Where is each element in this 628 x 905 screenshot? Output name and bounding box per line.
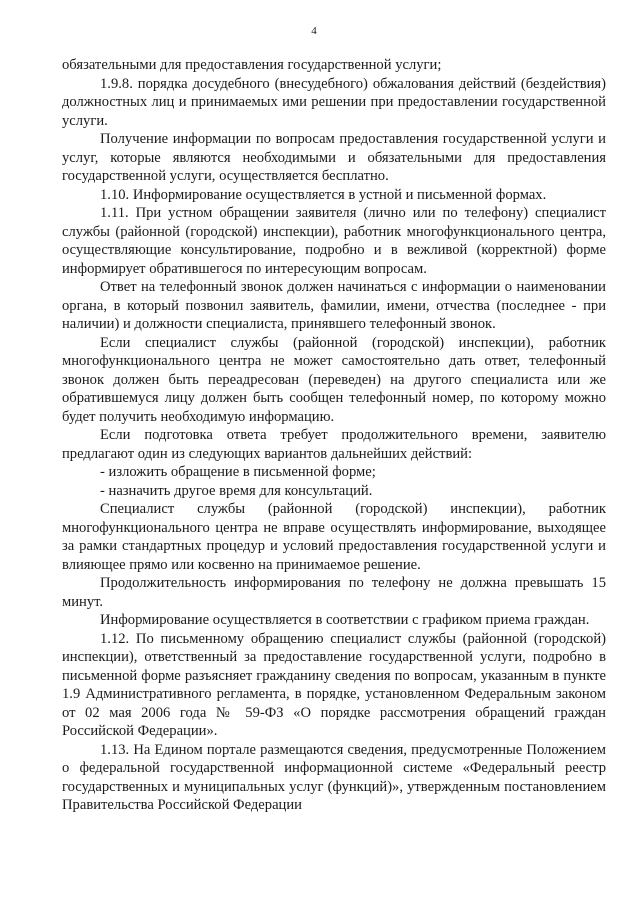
paragraph-phone-answer: Ответ на телефонный звонок должен начинаться с информации о наименовании органа, в который позвонил заявитель, фамилии, имени, отчества (последнее - при наличии) и должности специалиста, принявшего телефонный звонок. <box>62 279 606 332</box>
paragraph-continuation: обязательными для предоставления государственной услуги; <box>62 57 442 73</box>
paragraph-schedule: Информирование осуществляется в соответствии с графиком приема граждан. <box>100 612 590 628</box>
paragraph-1-13: 1.13. На Едином портале размещаются сведения, предусмотренные Положением о федеральной государственной информационной системе «Федеральный реестр государственных и муниципальных услуг (функций)», утвержденным постановлением Правительства Российской Федерации <box>62 741 606 813</box>
paragraph-long-answer: Если подготовка ответа требует продолжительного времени, заявителю предлагают один из следующих вариантов дальнейших действий: <box>62 427 606 462</box>
paragraph-1-10: 1.10. Информирование осуществляется в устной и письменной формах. <box>100 186 547 203</box>
list-item-written-form: - изложить обращение в письменной форме; <box>100 464 376 480</box>
paragraph-call-redirect: Если специалист службы (районной (городской) инспекции), работник многофункционального центра не может самостоятельно дать ответ, телефонный звонок должен быть переадресован (переведен) на другого специалиста или же обратившемуся лицу должен быть сообщен телефонный номер, по которому можно будет получить необходимую информацию. <box>62 334 606 425</box>
paragraph-1-11: 1.11. При устном обращении заявителя (лично или по телефону) специалист службы (районной (городской) инспекции), работник многофункционального центра, осуществляющие консультирование, подробно и в вежливой (корректной) форме информирует обратившегося по интересующим вопросам. <box>62 205 606 277</box>
document-body <box>62 56 606 815</box>
page-number: 4 <box>311 25 317 37</box>
paragraph-consultation-limits: Специалист службы (районной (городской) инспекции), работник многофункционального центра не вправе осуществлять информирование, выходящее за рамки стандартных процедур и условий предоставления государственной услуги и влияющее прямо или косвенно на принимаемое решение. <box>62 501 606 573</box>
paragraph-1-9-8: 1.9.8. порядка досудебного (внесудебного) обжалования действий (бездействия) должностных лиц и принимаемых ими решении при предоставлении государственной услуги. <box>62 75 606 129</box>
paragraph-free-information: Получение информации по вопросам предоставления государственной услуги и услуг, которые являются необходимыми и обязательными для предоставления государственной услуги, осуществляется бесплатно. <box>62 131 606 184</box>
list-item-other-time: - назначить другое время для консультаций. <box>100 482 373 499</box>
paragraph-1-12: 1.12. По письменному обращению специалист службы (районной (городской) инспекции), ответственный за предоставление государственной услуги, подробно в письменной форме разъясняет гражданину сведения по вопросам, указанным в пункте 1.9 Административного регламента, в порядке, установленном Федеральным законом от 02 мая 2006 года № 59-ФЗ «О порядке рассмотрения обращений граждан Российской Федерации». <box>62 630 606 739</box>
paragraph-phone-duration: Продолжительность информирования по телефону не должна превышать 15 минут. <box>62 575 606 610</box>
